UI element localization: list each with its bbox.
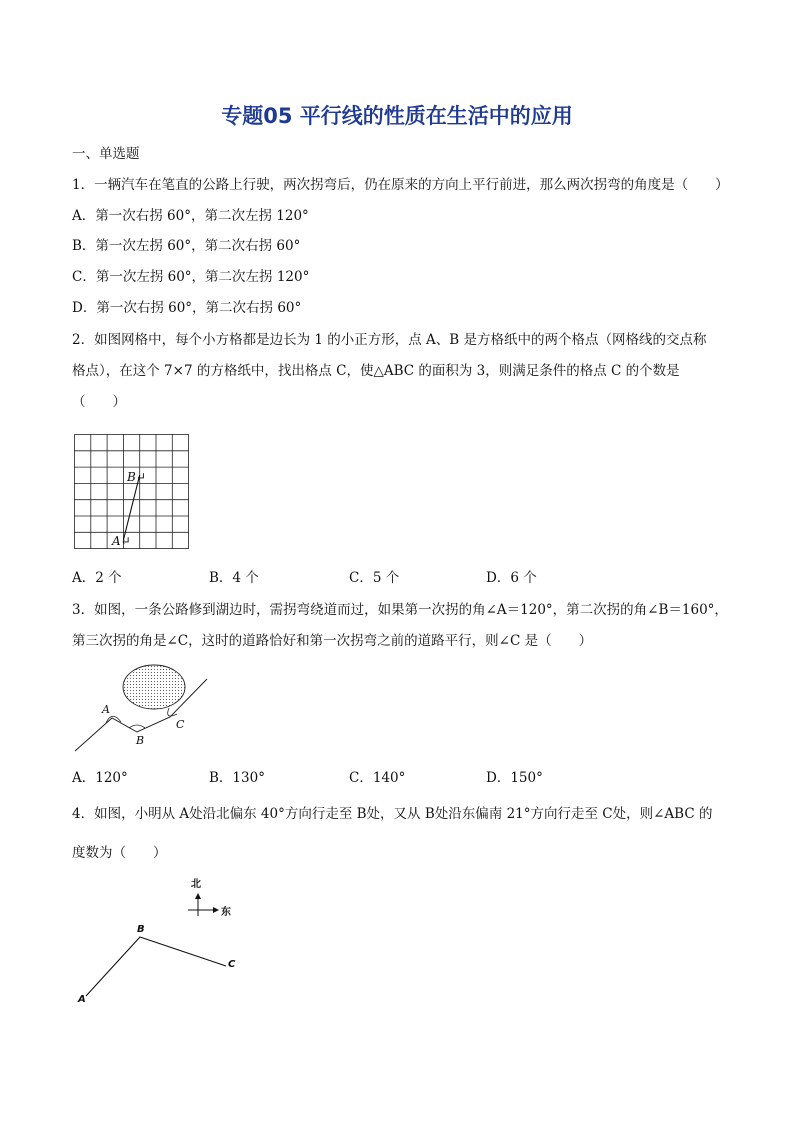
q1-option-b[interactable]: B．第一次左拐 60°，第二次右拐 60° [72,238,301,254]
point-a-label: A [78,994,86,1005]
q1-option-d[interactable]: D．第一次右拐 60°，第二次右拐 60° [72,300,302,316]
q3-option-d[interactable]: D．150° [486,770,543,786]
q4-stem-line-1: 4．如图，小明从 A处沿北偏东 40°方向行走至 B处，又从 B处沿东偏南 21°方向行走至 C处，则∠ABC 的 [72,806,713,822]
q2-stem-line-1: 2．如图网格中，每个小方格都是边长为 1 的小正方形，点 A、B 是方格纸中的两个格点（网格线的交点称 [72,332,707,348]
q4-compass-figure [76,872,246,1004]
q2-option-d[interactable]: D．6 个 [486,570,537,586]
q3-stem-line-1: 3．如图，一条公路修到湖边时，需拐弯绕道而过，如果第一次拐的角∠A＝120°，第二次拐的角∠B＝160°， [72,602,728,618]
point-b-label: B↵ [127,470,146,484]
q3-option-b[interactable]: B．130° [209,770,265,786]
q2-grid-figure [74,434,190,550]
point-c-label: C [228,959,236,970]
section-heading: 一、单选题 [72,146,140,162]
point-c-label: C [176,718,185,731]
east-label: 东 [221,907,231,918]
q1-option-a[interactable]: A．第一次右拐 60°，第二次左拐 120° [72,208,309,224]
grid-lines [74,434,189,549]
q3-stem-line-2: 第三次拐的角是∠C，这时的道路恰好和第一次拐弯之前的道路平行，则∠C 是（ ） [72,633,593,649]
compass-icon [188,893,219,916]
q4-stem-line-2: 度数为（ ） [72,845,167,861]
q3-road-figure [72,662,212,754]
q2-option-a[interactable]: A．2 个 [72,570,122,586]
q1-stem: 1．一辆汽车在笔直的公路上行驶，两次拐弯后，仍在原来的方向上平行前进，那么两次拐弯的角度是（ ） [72,177,729,193]
q2-stem-line-3: （ ） [72,394,126,410]
point-a-label: A↵ [112,534,131,548]
q1-option-c[interactable]: C．第一次左拐 60°，第二次左拐 120° [72,269,310,285]
angle-b-arc [129,725,145,728]
segment-ab [123,475,139,540]
point-b-label: B [137,924,145,935]
q2-option-b[interactable]: B．4 个 [209,570,259,586]
page-title: 专题05 平行线的性质在生活中的应用 [221,104,573,128]
north-label: 北 [191,879,201,890]
q2-stem-line-2: 格点），在这个 7×7 的方格纸中，找出格点 C，使△ABC 的面积为 3，则满足条件的格点 C 的个数是 [72,363,680,379]
lake-ellipse [123,665,185,709]
q3-option-a[interactable]: A．120° [72,770,128,786]
q3-option-c[interactable]: C．140° [349,770,406,786]
path-a-b-c [86,937,226,996]
point-b-label: B [136,734,145,747]
q2-option-c[interactable]: C．5 个 [349,570,400,586]
point-a-label: A [102,703,110,716]
